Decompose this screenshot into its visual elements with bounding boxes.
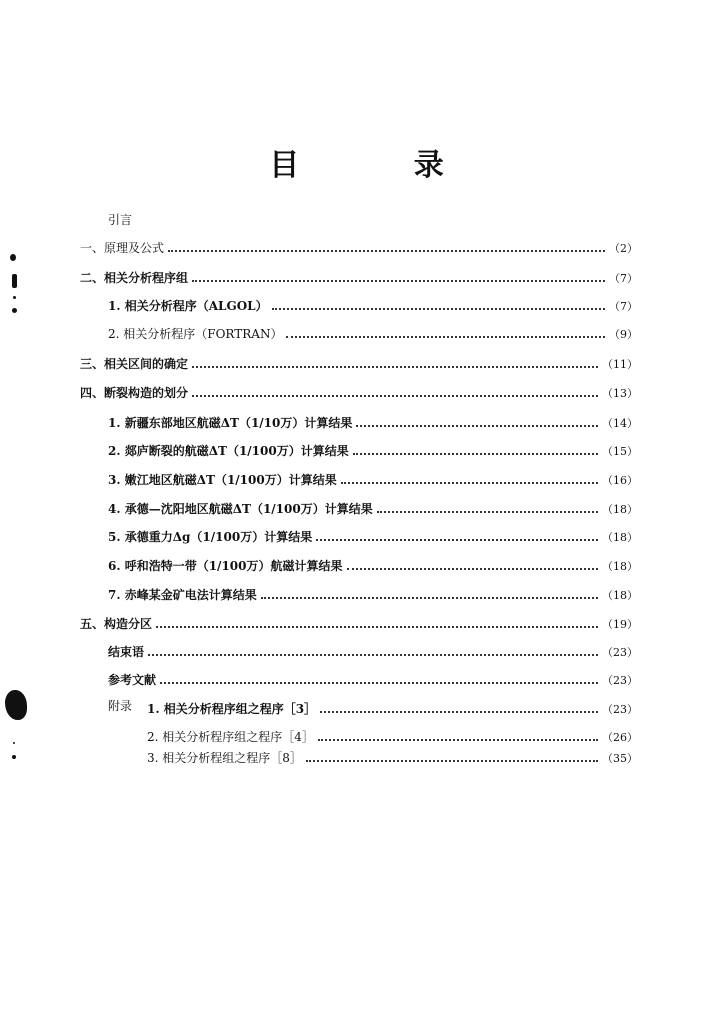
scan-blot: [5, 690, 27, 720]
toc-entry[interactable]: [108, 497, 638, 515]
toc-entry[interactable]: [108, 554, 638, 572]
toc-entry[interactable]: [80, 236, 638, 254]
scan-blot: [12, 274, 17, 288]
scan-blot: [12, 755, 16, 759]
toc-intro: 引言: [108, 213, 133, 227]
leader-dots: [192, 266, 605, 282]
toc-entry[interactable]: [147, 746, 638, 764]
toc-entry-page: （18）: [602, 560, 638, 573]
scan-blot: [10, 254, 16, 261]
appendix-label: 附录: [108, 699, 133, 713]
toc-entry[interactable]: [108, 668, 638, 686]
toc-entry[interactable]: [80, 381, 638, 399]
toc-entry-page: （19）: [602, 618, 638, 631]
leader-dots: [356, 411, 598, 427]
leader-dots: [320, 697, 598, 713]
toc-entry-label: 5. 承德重力Δg（1/100万）计算结果: [108, 530, 313, 544]
leader-dots: [306, 746, 598, 762]
toc-entry-label: 1. 新疆东部地区航磁ΔT（1/10万）计算结果: [108, 416, 353, 430]
toc-entry-page: （23）: [602, 674, 638, 687]
toc-entry-page: （9）: [609, 328, 638, 341]
leader-dots: [148, 640, 598, 656]
leader-dots: [377, 497, 598, 513]
toc-entry-label: 五、构造分区: [80, 617, 153, 631]
leader-dots: [156, 612, 598, 628]
toc-entry-label: 2. 相关分析程序组之程序［4］: [147, 730, 314, 744]
toc-entry[interactable]: [147, 725, 638, 743]
leader-dots: [316, 525, 598, 541]
toc-entry[interactable]: [108, 583, 638, 601]
toc-entry[interactable]: [108, 411, 638, 429]
leader-dots: [341, 468, 598, 484]
toc-entry-page: （11）: [602, 358, 638, 371]
toc-entry[interactable]: [147, 697, 638, 715]
toc-entry[interactable]: [108, 294, 638, 312]
toc-entry[interactable]: [108, 468, 638, 486]
toc-entry-page: （23）: [602, 646, 638, 659]
toc-entry-label: 四、断裂构造的划分: [80, 386, 189, 400]
toc-entry-label: 三、相关区间的确定: [80, 357, 189, 371]
scan-blot: [12, 308, 17, 313]
leader-dots: [272, 294, 605, 310]
toc-entry-label: 1. 相关分析程序（ALGOL）: [108, 299, 268, 313]
toc-entry-page: （13）: [602, 387, 638, 400]
toc-entry-page: （7）: [609, 300, 638, 313]
toc-entry-page: （18）: [602, 531, 638, 544]
toc-entry[interactable]: [108, 322, 638, 340]
toc-entry-page: （14）: [602, 417, 638, 430]
toc-entry-label: 一、原理及公式: [80, 241, 165, 255]
toc-entry[interactable]: [108, 525, 638, 543]
toc-entry-page: （15）: [602, 445, 638, 458]
toc-entry-label: 3. 嫩江地区航磁ΔT（1/100万）计算结果: [108, 473, 337, 487]
toc-entry-label: 4. 承德—沈阳地区航磁ΔT（1/100万）计算结果: [108, 502, 373, 516]
leader-dots: [192, 352, 598, 368]
toc-entry-label: 3. 相关分析程组之程序［8］: [147, 751, 302, 765]
toc-entry-label: 2. 郯庐断裂的航磁ΔT（1/100万）计算结果: [108, 444, 349, 458]
toc-entry[interactable]: [80, 352, 638, 370]
toc-entry[interactable]: [108, 439, 638, 457]
page-title: 目 录: [269, 148, 496, 183]
toc-entry[interactable]: [80, 266, 638, 284]
leader-dots: [192, 381, 598, 397]
scan-blot: [13, 296, 16, 299]
leader-dots: [160, 668, 598, 684]
leader-dots: [353, 439, 598, 455]
toc-entry-page: （18）: [602, 503, 638, 516]
toc-entry-label: 1. 相关分析程序组之程序［3］: [147, 702, 317, 716]
toc-entry-label: 二、相关分析程序组: [80, 271, 189, 285]
toc-entry-page: （23）: [602, 703, 638, 716]
toc-entry-label: 2. 相关分析程序（FORTRAN）: [108, 327, 283, 341]
toc-entry-label: 7. 赤峰某金矿电法计算结果: [108, 588, 257, 602]
toc-entry-page: （2）: [609, 242, 638, 255]
leader-dots: [261, 583, 598, 599]
toc-entry-label: 结束语: [108, 645, 145, 659]
toc-entry-label: 6. 呼和浩特一带（1/100万）航磁计算结果: [108, 559, 343, 573]
toc-entry-page: （26）: [602, 731, 638, 744]
leader-dots: [168, 236, 605, 252]
toc-entry[interactable]: [80, 612, 638, 630]
toc-entry-page: （7）: [609, 272, 638, 285]
toc-entry-label: 参考文献: [108, 673, 157, 687]
leader-dots: [286, 322, 605, 338]
leader-dots: [347, 554, 599, 570]
toc-entry[interactable]: [108, 640, 638, 658]
toc-entry-page: （16）: [602, 474, 638, 487]
leader-dots: [318, 725, 598, 741]
toc-entry-page: （35）: [602, 752, 638, 765]
scan-blot: [13, 742, 15, 744]
toc-entry-page: （18）: [602, 589, 638, 602]
